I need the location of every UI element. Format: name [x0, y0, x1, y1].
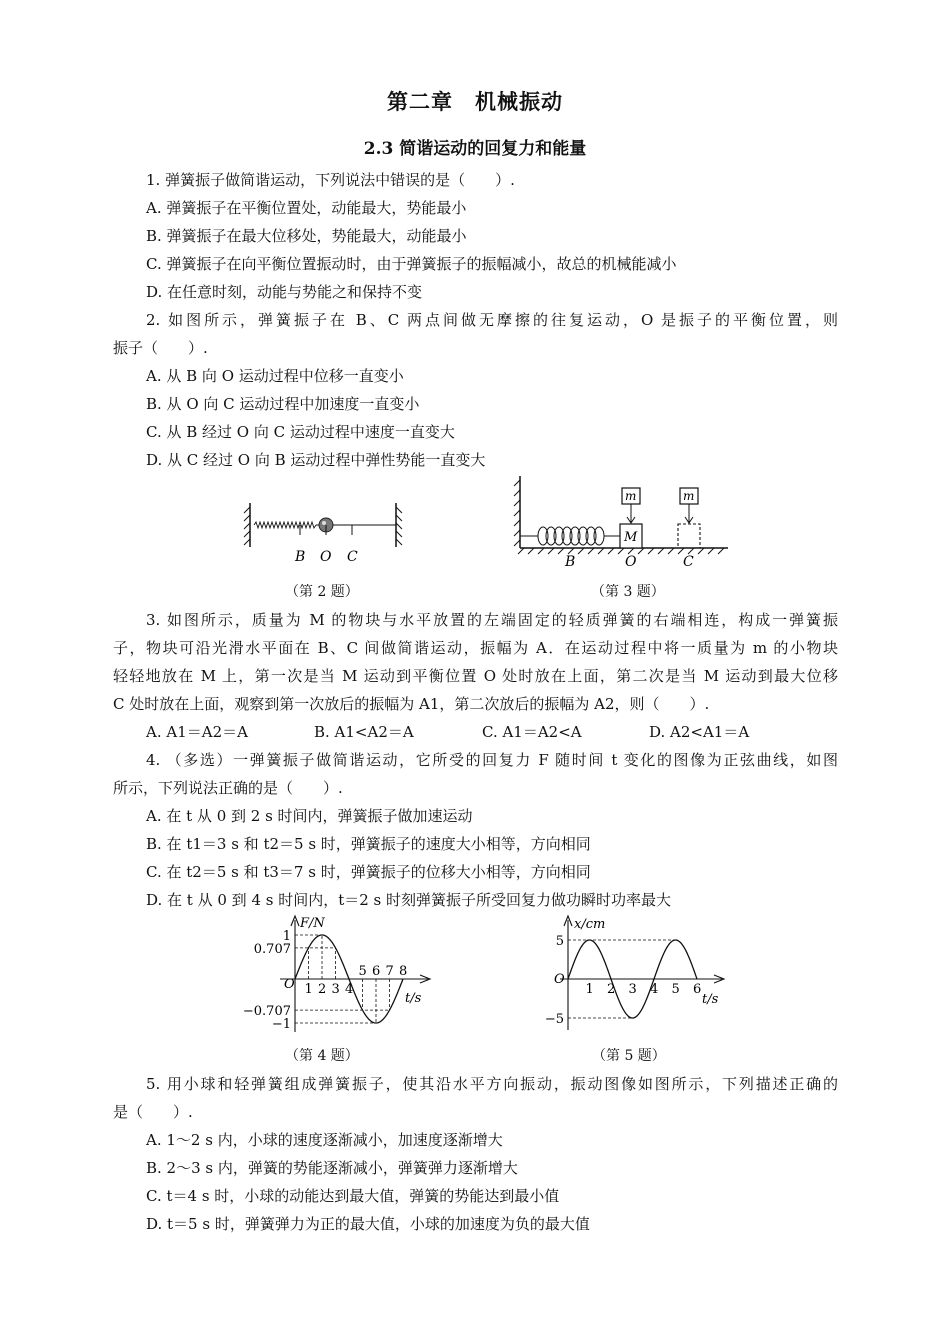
fig4-xlabel: t/s [405, 991, 422, 1006]
q1-option-d: D. 在任意时刻，动能与势能之和保持不变 [146, 283, 423, 301]
fig3-label-b: B [565, 554, 576, 570]
chapter-title: 第二章 机械振动 [387, 89, 563, 114]
q3-line4: C 处时放在上面，观察到第一次放后的振幅为 A1，第二次放后的振幅为 A2，则（ ）. [113, 695, 710, 713]
fig5-origin: O [554, 972, 565, 987]
q4-option-d: D. 在 t 从 0 到 4 s 时间内，t＝2 s 时刻弹簧振子所受回复力做功瞬时功率最大 [146, 891, 672, 909]
fig4-xtick-2: 2 [318, 982, 327, 997]
q2-option-c: C. 从 B 经过 O 向 C 运动过程中速度一直变大 [146, 423, 455, 441]
figure-4-caption: （第 4 题） [285, 1048, 359, 1064]
fig3-label-o: O [625, 554, 637, 570]
fig5-xtick-1: 1 [585, 982, 594, 997]
fig4-ytick-0: 1 [282, 929, 291, 944]
figure-3-block-spring [510, 472, 735, 570]
fig4-ylabel-text: F/N [300, 916, 325, 931]
fig3-block-m-label: M [624, 530, 638, 545]
fig5-xtick-5: 5 [671, 982, 680, 997]
fig2-label-c: C [347, 549, 358, 565]
fig5-xlabel: t/s [702, 992, 719, 1007]
section-title: 2.3 简谐运动的回复力和能量 [363, 139, 587, 159]
fig4-origin: O [284, 977, 295, 992]
fig5-ytick-1: −5 [544, 1012, 564, 1027]
figure-3-caption: （第 3 题） [591, 584, 665, 600]
q1-option-b: B. 弹簧振子在最大位移处，势能最大，动能最小 [146, 227, 467, 245]
fig4-ytick-2: −0.707 [242, 1004, 291, 1020]
q4-option-c: C. 在 t2＝5 s 和 t3＝7 s 时，弹簧振子的位移大小相等，方向相同 [146, 863, 591, 881]
fig5-ylabel: x/cm [574, 917, 606, 932]
q3-option-a: A. A1＝A2＝A [146, 723, 248, 741]
q5-option-a: A. 1～2 s 内，小球的速度逐渐减小，加速度逐渐增大 [146, 1131, 503, 1149]
fig4-xtick-6: 6 [372, 964, 381, 979]
fig5-xtick-6: 6 [693, 982, 702, 997]
q4-option-a: A. 在 t 从 0 到 2 s 时间内，弹簧振子做加速运动 [146, 807, 473, 825]
q4-option-b: B. 在 t1＝3 s 和 t2＝5 s 时，弹簧振子的速度大小相等，方向相同 [146, 835, 591, 853]
q2-option-a: A. 从 B 向 O 运动过程中位移一直变小 [146, 367, 404, 385]
q2-stem-line1: 2. 如图所示，弹簧振子在 B、C 两点间做无摩擦的往复运动，O 是振子的平衡位置，则 [146, 311, 838, 329]
q5-stem-line1: 5. 用小球和轻弹簧组成弹簧振子，使其沿水平方向振动，振动图像如图所示，下列描述正确的 [146, 1075, 838, 1093]
q3-option-d: D. A2<A1＝A [649, 723, 750, 741]
fig4-xtick-8: 8 [399, 964, 408, 979]
q5-option-d: D. t＝5 s 时，弹簧弹力为正的最大值，小球的加速度为负的最大值 [146, 1215, 590, 1233]
fig2-label-o: O [320, 549, 332, 565]
q2-stem-line2: 振子（ ）. [113, 339, 208, 357]
fig5-xtick-2: 2 [607, 982, 616, 997]
figure-5-displacement-time-graph [540, 912, 735, 1034]
fig5-xtick-4: 4 [650, 982, 659, 997]
fig4-xtick-4: 4 [345, 982, 354, 997]
q1-option-c: C. 弹簧振子在向平衡位置振动时，由于弹簧振子的振幅减小，故总的机械能减小 [146, 255, 677, 273]
fig5-ytick-0: 5 [555, 934, 564, 949]
fig4-ylabel [299, 916, 325, 931]
fig4-xtick-7: 7 [385, 964, 394, 979]
q3-line2: 子，物块可沿光滑水平面在 B、C 间做简谐运动，振幅为 A．在运动过程中将一质量为 m 的小物块 [113, 639, 838, 657]
fig4-ytick-3: −1 [271, 1017, 291, 1032]
fig3-small-m-label-1: m [625, 489, 637, 503]
q3-line3: 轻轻地放在 M 上，第一次是当 M 运动到平衡位置 O 处时放在上面，第二次是当 M 运动到最大位移 [113, 667, 838, 685]
q4-line1: 4. （多选）一弹簧振子做简谐运动，它所受的回复力 F 随时间 t 变化的图像为正弦曲线，如图 [146, 751, 838, 769]
q3-option-b: B. A1<A2＝A [314, 723, 414, 741]
figure-5-caption: （第 5 题） [592, 1048, 666, 1064]
q5-option-c: C. t＝4 s 时，小球的动能达到最大值，弹簧的势能达到最小值 [146, 1187, 560, 1205]
fig4-xtick-3: 3 [331, 982, 340, 997]
q5-option-b: B. 2～3 s 内，弹簧的势能逐渐减小，弹簧弹力逐渐增大 [146, 1159, 518, 1177]
q4-line2: 所示，下列说法正确的是（ ）. [113, 779, 343, 797]
fig4-ytick-1: 0.707 [253, 941, 291, 957]
q2-option-b: B. 从 O 向 C 运动过程中加速度一直变小 [146, 395, 420, 413]
q5-stem-line2: 是（ ）. [113, 1103, 193, 1121]
q1-stem: 1. 弹簧振子做简谐运动，下列说法中错误的是（ ）. [146, 171, 515, 189]
fig2-label-b: B [295, 549, 306, 565]
fig4-xtick-1: 1 [304, 982, 313, 997]
q3-option-c: C. A1＝A2<A [482, 723, 582, 741]
q3-line1: 3. 如图所示，质量为 M 的物块与水平放置的左端固定的轻质弹簧的右端相连，构成一弹簧振 [146, 611, 838, 629]
fig3-small-m-label-2: m [683, 489, 695, 503]
figure-2-spring-oscillator [240, 495, 410, 570]
fig5-xtick-3: 3 [628, 982, 637, 997]
figure-4-force-time-graph [240, 912, 440, 1034]
fig3-label-c: C [683, 554, 694, 570]
q2-option-d: D. 从 C 经过 O 向 B 运动过程中弹性势能一直变大 [146, 451, 486, 469]
q1-option-a: A. 弹簧振子在平衡位置处，动能最大，势能最小 [146, 199, 467, 217]
figure-2-caption: （第 2 题） [285, 584, 359, 600]
fig4-xtick-5: 5 [358, 964, 367, 979]
